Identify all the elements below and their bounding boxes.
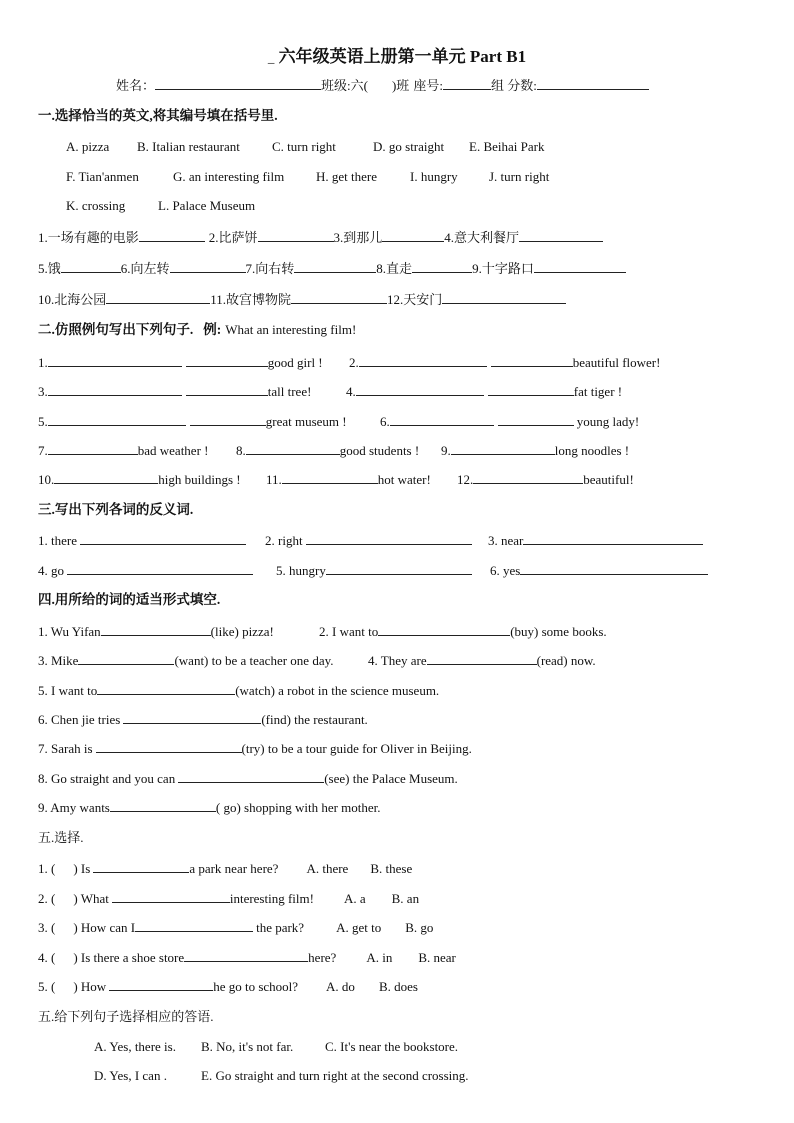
s4-item [38, 682, 439, 699]
answer-blank[interactable] [135, 919, 253, 932]
text-fragment: ) Is there a shoe store [73, 950, 185, 965]
answer-blank[interactable] [491, 354, 573, 367]
text-fragment: tall tree! [267, 384, 312, 399]
text-fragment: ) How can I [73, 920, 136, 935]
section-2-heading: 二.仿照例句写出下列句子. [38, 322, 194, 337]
s2-item [346, 383, 622, 400]
s1-item: 12.天安门 [387, 292, 443, 307]
answer-blank[interactable] [488, 383, 574, 396]
s5-item [38, 890, 419, 907]
text-fragment: 11. [266, 472, 282, 487]
answer-blank[interactable] [48, 354, 182, 367]
s1-option-g: G. an interesting film [173, 169, 285, 184]
text-fragment: 12. [457, 472, 474, 487]
text-fragment: A. in [366, 950, 393, 965]
seat-field[interactable] [443, 77, 491, 90]
s1-option-i: I. hungry [410, 169, 458, 184]
text-fragment: 2. ( [38, 891, 56, 906]
text-fragment: high buildings ! [158, 472, 241, 487]
s6-option-d: D. Yes, I can . [94, 1068, 167, 1083]
text-fragment: B. does [378, 979, 418, 994]
answer-blank[interactable] [427, 652, 537, 665]
s1-item: 9.十字路口 [472, 261, 534, 276]
s1-option-j: J. turn right [489, 169, 550, 184]
text-fragment: 1. there [38, 533, 77, 548]
s6-option-e: E. Go straight and turn right at the second crossing. [201, 1068, 469, 1083]
s5-item [38, 978, 418, 995]
text-fragment: good students ! [339, 443, 420, 458]
section-1-heading: 一.选择恰当的英文,将其编号填在括号里. [38, 108, 278, 123]
s2-item [38, 442, 209, 459]
text-fragment: (like) pizza! [210, 624, 274, 639]
text-fragment: fat tiger ! [573, 384, 623, 399]
s1-item: 6.向左转 [120, 261, 170, 276]
s2-item [38, 354, 323, 371]
text-fragment: 1. Wu Yifan [38, 624, 101, 639]
s1-blank[interactable] [258, 229, 334, 242]
text-fragment: 6. yes [490, 563, 521, 578]
s1-blank[interactable] [442, 291, 566, 304]
s1-items-row-3 [38, 291, 566, 308]
text-fragment: good girl ! [267, 355, 323, 370]
answer-blank[interactable] [306, 532, 472, 545]
s1-blank[interactable] [291, 291, 387, 304]
text-fragment: A. get to [336, 920, 382, 935]
answer-blank[interactable] [359, 354, 487, 367]
text-fragment: 4. ( [38, 950, 56, 965]
s1-blank[interactable] [61, 260, 121, 273]
s2-item [457, 471, 634, 488]
text-fragment: (want) to be a teacher one day. [174, 653, 334, 668]
s1-item: 5.饿 [38, 261, 61, 276]
s1-item: 8.直走 [376, 261, 413, 276]
s1-option-f: F. Tian'anmen [66, 169, 139, 184]
s1-items-row-2 [38, 260, 626, 277]
answer-blank[interactable] [246, 442, 340, 455]
text-fragment: B. an [391, 891, 420, 906]
text-fragment: (find) the restaurant. [261, 712, 368, 727]
answer-blank[interactable] [378, 623, 510, 636]
s3-item [38, 532, 246, 549]
answer-blank[interactable] [93, 860, 189, 873]
text-fragment: 2. I want to [319, 624, 379, 639]
answer-blank[interactable] [110, 799, 216, 812]
s4-item [368, 652, 596, 669]
name-label: 姓名： [116, 78, 156, 93]
s1-blank[interactable] [412, 260, 472, 273]
title-prefix: _ [267, 50, 275, 65]
s5-item [38, 860, 412, 877]
text-fragment: 3. Mike [38, 653, 79, 668]
text-fragment: 2. right [265, 533, 303, 548]
text-fragment: hot water! [377, 472, 431, 487]
answer-blank[interactable] [390, 413, 494, 426]
worksheet-title [0, 42, 794, 67]
text-fragment: 5. [38, 414, 48, 429]
text-fragment: beautiful flower! [572, 355, 661, 370]
text-fragment: 6. Chen jie tries [38, 712, 121, 727]
text-fragment: 4. [346, 384, 356, 399]
s4-item [319, 623, 607, 640]
text-fragment: A. a [343, 891, 366, 906]
text-fragment: ) Is [73, 861, 91, 876]
text-fragment: A. do [326, 979, 355, 994]
s1-option-b: B. Italian restaurant [137, 139, 240, 154]
text-fragment: B. go [405, 920, 434, 935]
text-fragment: 3. ( [38, 920, 56, 935]
s1-option-l: L. Palace Museum [158, 198, 256, 213]
text-fragment: ) How [73, 979, 107, 994]
text-fragment: (watch) a robot in the science museum. [235, 683, 440, 698]
s2-item [38, 413, 347, 430]
answer-blank[interactable] [520, 562, 708, 575]
s3-item [265, 532, 472, 549]
s4-item [38, 799, 381, 816]
s1-blank[interactable] [382, 229, 444, 242]
group-score-label: 组 分数: [490, 78, 537, 93]
answer-blank[interactable] [190, 413, 266, 426]
s6-option-c: C. It's near the bookstore. [325, 1039, 459, 1054]
text-fragment: ( go) shopping with her mother. [215, 800, 381, 815]
text-fragment: 1. [38, 355, 48, 370]
s4-item [38, 623, 274, 640]
s6-option-a: A. Yes, there is. [94, 1039, 176, 1054]
s2-item [236, 442, 419, 459]
s1-blank[interactable] [106, 291, 210, 304]
answer-blank[interactable] [473, 471, 583, 484]
section-4-heading: 四.用所给的词的适当形式填空. [38, 592, 221, 607]
s1-blank[interactable] [534, 260, 626, 273]
text-fragment: the park? [256, 920, 305, 935]
answer-blank[interactable] [97, 682, 235, 695]
answer-blank[interactable] [498, 413, 574, 426]
s2-item [349, 354, 660, 371]
answer-blank[interactable] [123, 711, 261, 724]
answer-blank[interactable] [48, 383, 182, 396]
answer-blank[interactable] [282, 471, 378, 484]
answer-blank[interactable] [186, 354, 268, 367]
text-fragment: a park near here? [189, 861, 279, 876]
s1-item: 2.比萨饼 [208, 230, 258, 245]
text-fragment: beautiful! [583, 472, 634, 487]
s4-item [38, 770, 458, 787]
s2-item [441, 442, 629, 459]
seat-label: 座号: [413, 78, 443, 93]
text-fragment: 7. [38, 443, 48, 458]
text-fragment: A. there [306, 861, 349, 876]
s2-item [266, 471, 431, 488]
s3-item [276, 562, 472, 579]
text-fragment: 6. [380, 414, 390, 429]
text-fragment: 7. Sarah is [38, 741, 93, 756]
s1-option-d: D. go straight [373, 139, 445, 154]
class-suffix: )班 [391, 78, 410, 93]
s1-item: 7.向右转 [245, 261, 295, 276]
s1-option-h: H. get there [316, 169, 378, 184]
section-3-heading: 三.写出下列各词的反义词. [38, 502, 194, 517]
text-fragment: 1. ( [38, 861, 56, 876]
answer-blank[interactable] [101, 623, 211, 636]
text-fragment: ) What [73, 891, 109, 906]
s1-blank[interactable] [519, 229, 603, 242]
text-fragment: 3. [38, 384, 48, 399]
text-fragment: 9. [441, 443, 451, 458]
s1-item: 3.到那儿 [333, 230, 383, 245]
answer-blank[interactable] [184, 949, 308, 962]
s2-item [380, 413, 639, 430]
answer-blank[interactable] [48, 413, 186, 426]
section-6-heading: 五.给下列句子选择相应的答语. [38, 1009, 214, 1024]
text-fragment: young lady! [576, 414, 640, 429]
text-fragment: 3. near [488, 533, 524, 548]
text-fragment: long noodles ! [554, 443, 630, 458]
text-fragment: 9. Amy wants [38, 800, 110, 815]
s1-items-row-1 [38, 229, 603, 246]
s5-item [38, 919, 433, 936]
text-fragment: bad weather ! [137, 443, 209, 458]
s1-item: 11.故宫博物院 [210, 292, 292, 307]
class-label: 班级:六( [321, 78, 368, 93]
s1-option-e: E. Beihai Park [469, 139, 545, 154]
text-fragment: (read) now. [536, 653, 596, 668]
s1-option-k: K. crossing [66, 198, 126, 213]
example-sentence: What an interesting film! [225, 322, 357, 337]
answer-blank[interactable] [80, 532, 246, 545]
s4-item [38, 711, 368, 728]
text-fragment: 10. [38, 472, 55, 487]
text-fragment: (buy) some books. [510, 624, 607, 639]
title-text: 六年级英语上册第一单元 Part B1 [278, 47, 527, 66]
answer-blank[interactable] [451, 442, 555, 455]
s1-option-a: A. pizza [66, 139, 110, 154]
s3-item [488, 532, 703, 549]
example-label: 例: [203, 322, 222, 337]
score-field[interactable] [537, 77, 649, 90]
text-fragment: 5. hungry [276, 563, 326, 578]
s1-item: 10.北海公园 [38, 292, 107, 307]
text-fragment: 8. [236, 443, 246, 458]
text-fragment: great museum ! [265, 414, 347, 429]
text-fragment: (try) to be a tour guide for Oliver in Beijing. [241, 741, 472, 756]
answer-blank[interactable] [54, 471, 158, 484]
s1-item: 1.一场有趣的电影 [38, 230, 139, 245]
s6-option-b: B. No, it's not far. [201, 1039, 294, 1054]
s4-item [38, 740, 472, 757]
s3-item [38, 562, 253, 579]
answer-blank[interactable] [67, 562, 253, 575]
text-fragment: B. near [418, 950, 456, 965]
s3-item [490, 562, 708, 579]
answer-blank[interactable] [112, 890, 230, 903]
text-fragment: 5. ( [38, 979, 56, 994]
student-info-row [116, 77, 649, 94]
text-fragment: he go to school? [213, 979, 299, 994]
text-fragment: 5. I want to [38, 683, 98, 698]
s1-blank[interactable] [170, 260, 246, 273]
section-5-heading: 五.选择. [38, 830, 84, 845]
s5-item [38, 949, 456, 966]
text-fragment: (see) the Palace Museum. [324, 771, 458, 786]
s1-option-c: C. turn right [272, 139, 336, 154]
answer-blank[interactable] [109, 978, 213, 991]
s1-blank[interactable] [139, 229, 205, 242]
s1-item: 4.意大利餐厅 [444, 230, 520, 245]
text-fragment: 8. Go straight and you can [38, 771, 176, 786]
text-fragment: 4. They are [368, 653, 427, 668]
answer-blank[interactable] [78, 652, 174, 665]
answer-blank[interactable] [178, 770, 324, 783]
answer-blank[interactable] [523, 532, 703, 545]
answer-blank[interactable] [326, 562, 472, 575]
text-fragment: 2. [349, 355, 359, 370]
text-fragment: 4. go [38, 563, 64, 578]
answer-blank[interactable] [356, 383, 484, 396]
s1-blank[interactable] [294, 260, 376, 273]
answer-blank[interactable] [186, 383, 268, 396]
name-field[interactable] [155, 77, 321, 90]
text-fragment: here? [308, 950, 337, 965]
section-2-heading-row [38, 322, 356, 338]
s2-item [38, 471, 241, 488]
s2-item [38, 383, 311, 400]
s4-item [38, 652, 334, 669]
text-fragment: B. these [370, 861, 413, 876]
text-fragment: interesting film! [229, 891, 314, 906]
answer-blank[interactable] [96, 740, 242, 753]
answer-blank[interactable] [48, 442, 138, 455]
